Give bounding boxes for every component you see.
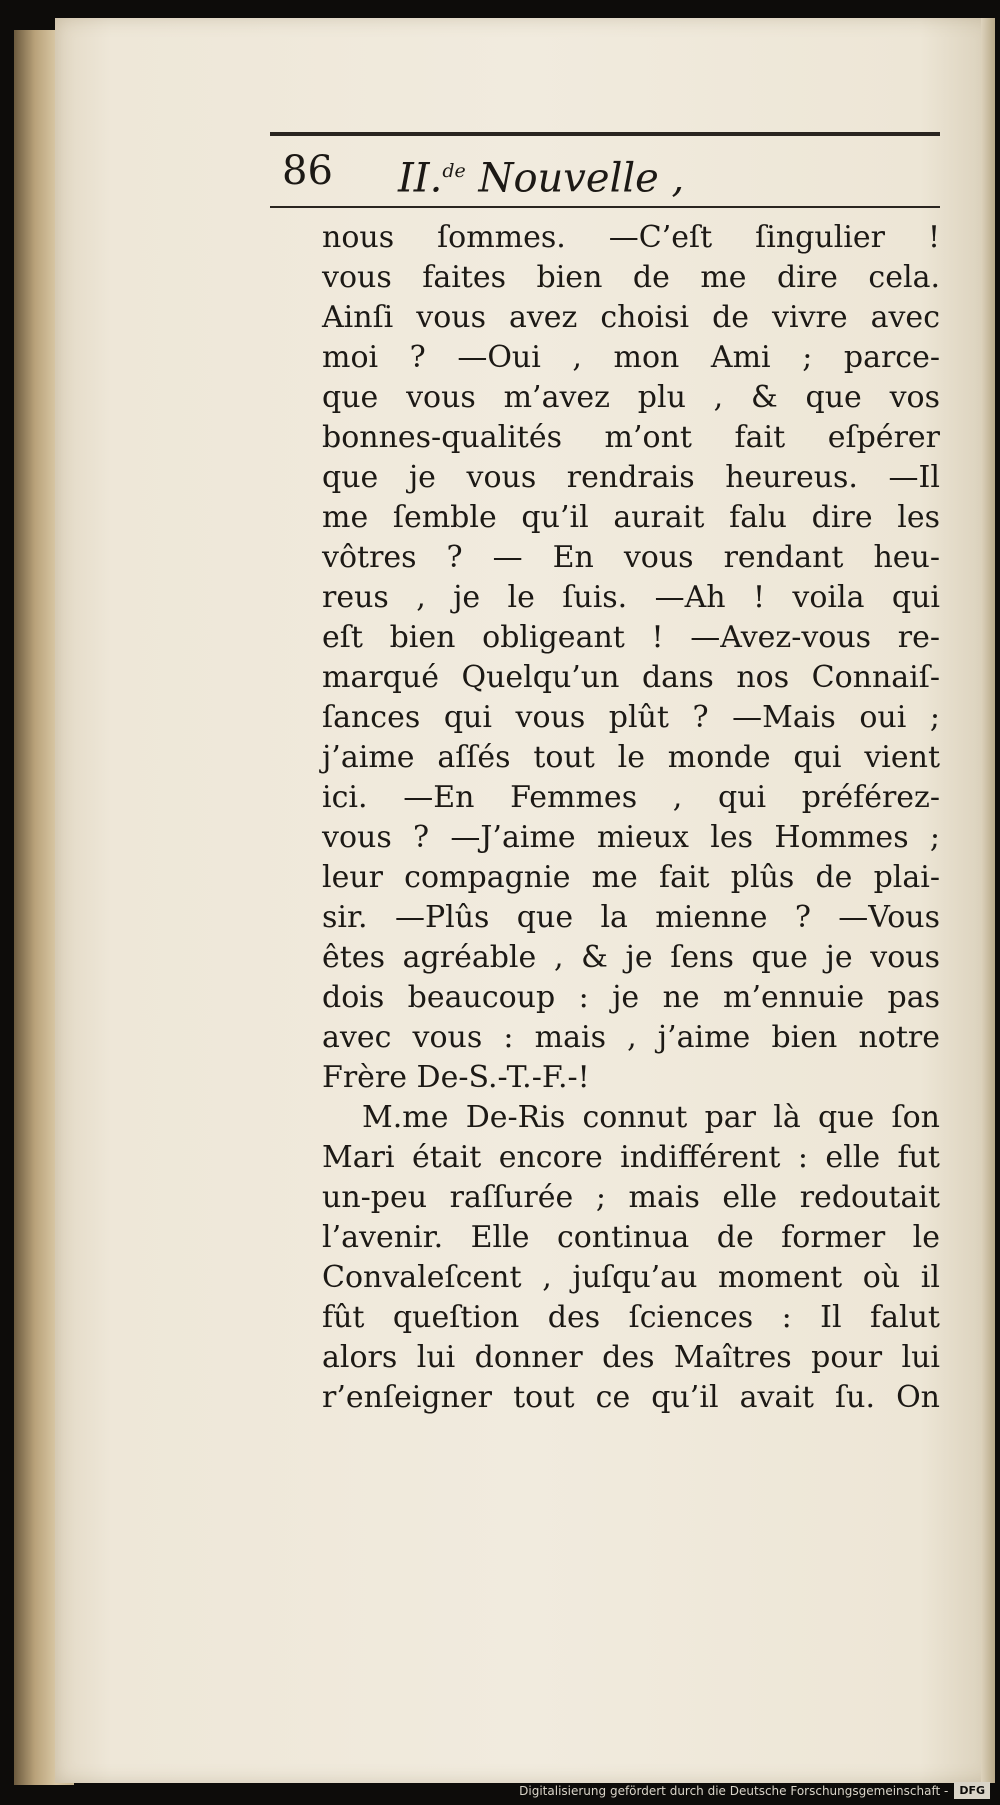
text-line: que vous m’avez plu , & que vos <box>322 380 940 415</box>
text-line: fût queſtion des ſciences : Il falut <box>322 1300 940 1335</box>
text-line: ici. —En Femmes , qui préférez- <box>322 780 940 815</box>
credit-text: Digitalisierung gefördert durch die Deutsche Forschungsgemeinschaft - <box>519 1783 949 1798</box>
running-head <box>398 140 684 209</box>
text-line: nous ſommes. —C’eſt ſingulier ! <box>322 220 940 255</box>
text-line: que je vous rendrais heureus. —Il <box>322 460 940 495</box>
text-line: Convaleſcent , juſqu’au moment où il <box>322 1260 940 1295</box>
text-line: Mari était encore indifférent : elle fut <box>322 1140 940 1175</box>
text-line: reus , je le ſuis. —Ah ! voila qui <box>322 580 940 615</box>
text-line: un-peu raſſurée ; mais elle redoutait <box>322 1180 940 1215</box>
dfg-logo: DFG <box>954 1782 990 1799</box>
text-line: avec vous : mais , j’aime bien notre <box>322 1020 940 1055</box>
text-line: Ainſi vous avez choisi de vivre avec <box>322 300 940 335</box>
page-edge <box>981 18 995 1783</box>
text-line: vous ? —J’aime mieux les Hommes ; <box>322 820 940 855</box>
page-number: 86 <box>282 148 333 194</box>
text-line: vôtres ? — En vous rendant heu- <box>322 540 940 575</box>
text-line: alors lui donner des Maîtres pour lui <box>322 1340 940 1375</box>
text-line: l’avenir. Elle continua de former le <box>322 1220 940 1255</box>
running-head-sup: de <box>442 160 466 182</box>
text-line: bonnes-qualités m’ont fait eſpérer <box>322 420 940 455</box>
body-text <box>322 218 940 1418</box>
text-line: ſances qui vous plût ? —Mais oui ; <box>322 700 940 735</box>
running-head-prefix: II. <box>398 155 443 202</box>
running-header <box>270 140 940 202</box>
header-rule-top <box>270 132 940 136</box>
text-line: r’enſeigner tout ce qu’il avait ſu. On <box>322 1380 940 1415</box>
text-line: sir. —Plûs que la mienne ? —Vous <box>322 900 940 935</box>
text-line-paragraph-start: M.me De-Ris connut par là que ſon <box>362 1100 940 1135</box>
text-line: êtes agréable , & je ſens que je vous <box>322 940 940 975</box>
text-line: eſt bien obligeant ! —Avez-vous re- <box>322 620 940 655</box>
digitization-credit <box>519 1782 990 1799</box>
header-rule-bottom <box>270 206 940 208</box>
text-line: vous faites bien de me dire cela. <box>322 260 940 295</box>
running-head-rest: Nouvelle , <box>465 155 685 202</box>
text-line: dois beaucoup : je ne m’ennuie pas <box>322 980 940 1015</box>
text-line: moi ? —Oui , mon Ami ; parce- <box>322 340 940 375</box>
text-line: leur compagnie me fait plûs de plai- <box>322 860 940 895</box>
text-line: j’aime aſſés tout le monde qui vient <box>322 740 940 775</box>
text-line-paragraph-end: Frère De-S.-T.-F.-! <box>322 1060 590 1095</box>
text-line: me ſemble qu’il aurait falu dire les <box>322 500 940 535</box>
text-line: marqué Quelqu’un dans nos Connaiſ- <box>322 660 940 695</box>
